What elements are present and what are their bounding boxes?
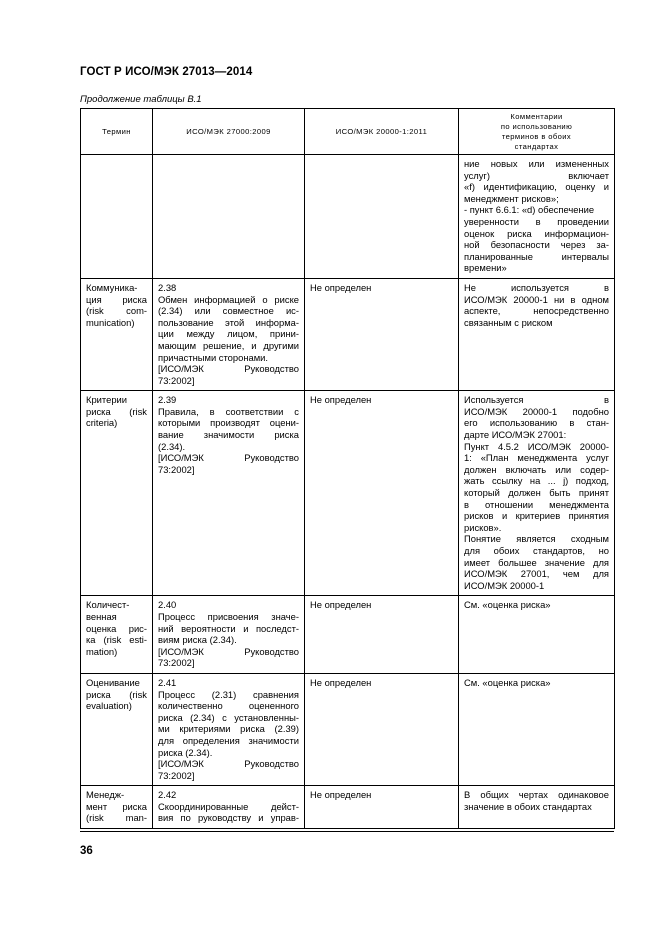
text-line: планированные интервалы bbox=[464, 250, 609, 262]
column-header-comments bbox=[459, 109, 615, 155]
column-header-term: Термин bbox=[81, 109, 153, 155]
text-line: Критерии bbox=[86, 394, 128, 406]
text-line: Пункт 4.5.2 ИСО/МЭК 20000- bbox=[464, 440, 609, 452]
text-line: ми критериями риска (2.39) bbox=[158, 723, 299, 735]
text-line: ние новых или измененных bbox=[464, 158, 609, 169]
cell-term bbox=[81, 673, 153, 785]
text-line: criteria) bbox=[86, 417, 118, 429]
cell-iso27000 bbox=[153, 278, 305, 390]
text-line: дарте ИСО/МЭК 27001: bbox=[464, 429, 567, 441]
text-line: Понятие является сходным bbox=[464, 533, 609, 545]
text-line: ИСО/МЭК 27001, чем для bbox=[464, 568, 609, 580]
cell-iso20000: Не определен bbox=[305, 278, 459, 390]
column-header-iso20000: ИСО/МЭК 20000-1:2011 bbox=[305, 109, 459, 155]
text-line: 73:2002] bbox=[158, 374, 195, 386]
cell-iso27000 bbox=[153, 673, 305, 785]
cell-comment bbox=[459, 155, 615, 279]
document-header: ГОСТ Р ИСО/МЭК 27013—2014 bbox=[80, 66, 253, 78]
text-line: Используется в bbox=[464, 394, 609, 406]
text-line: - пункт 6.6.1: «d) обеспечение bbox=[464, 204, 595, 216]
text-line: рисков и критериев принятия bbox=[464, 510, 609, 522]
cell-comment bbox=[459, 391, 615, 596]
cell-iso20000: Не определен bbox=[305, 391, 459, 596]
text-line: (2.34) или совместное ис- bbox=[158, 305, 299, 317]
text-line: Процесс (2.31) сравнения bbox=[158, 688, 299, 700]
text-line: Коммуника- bbox=[86, 281, 138, 293]
text-line: ной безопасности через за- bbox=[464, 239, 609, 251]
cell-iso27000 bbox=[153, 391, 305, 596]
table-row bbox=[81, 278, 615, 390]
text-line: 2.41 bbox=[158, 676, 177, 688]
text-line: услуг) включает bbox=[464, 169, 609, 181]
table-header-row bbox=[81, 109, 615, 155]
text-line: 2.39 bbox=[158, 394, 177, 406]
text-line: Правила, в соответствии с bbox=[158, 405, 299, 417]
text-line: 73:2002] bbox=[158, 657, 195, 669]
text-line: [ИСО/МЭК Руководство bbox=[158, 758, 299, 770]
text-line: 2.42 bbox=[158, 789, 177, 801]
text-line: (risk com- bbox=[86, 305, 147, 317]
text-line: ка (risk esti- bbox=[86, 634, 147, 646]
cell-iso27000 bbox=[153, 596, 305, 674]
text-line: вание значимости риска bbox=[158, 429, 299, 441]
text-line: вия по руководству и управ- bbox=[158, 812, 299, 824]
text-line: мающим решение, и другими bbox=[158, 339, 299, 351]
text-line: рисков». bbox=[464, 521, 502, 533]
text-line: венная bbox=[86, 610, 117, 622]
text-line: аспекте, непосредственно bbox=[464, 305, 609, 317]
text-line: [ИСО/МЭК Руководство bbox=[158, 452, 299, 464]
text-line: Менедж- bbox=[86, 789, 125, 801]
cell-term bbox=[81, 786, 153, 829]
table-row bbox=[81, 596, 615, 674]
text-line: Оценивание bbox=[86, 676, 140, 688]
text-line: evaluation) bbox=[86, 700, 132, 712]
table-caption: Продолжение таблицы В.1 bbox=[80, 94, 202, 105]
text-line: мент риска bbox=[86, 800, 147, 812]
column-header-comments-line: Комментарии bbox=[510, 111, 563, 121]
text-line: времени» bbox=[464, 262, 507, 274]
page-number: 36 bbox=[80, 845, 93, 857]
text-line: ний вероятности и последст- bbox=[158, 622, 299, 634]
column-header-comments-line: терминов в обоих bbox=[501, 131, 572, 141]
text-line: менеджмент рисков»; bbox=[464, 192, 559, 204]
cell-iso27000 bbox=[153, 786, 305, 829]
table-row bbox=[81, 155, 615, 279]
text-line: munication) bbox=[86, 316, 135, 328]
table-row bbox=[81, 786, 615, 829]
text-line: ции между лицом, прини- bbox=[158, 328, 299, 340]
text-line: (risk man- bbox=[86, 812, 147, 824]
text-line: ИСО/МЭК 20000-1 bbox=[464, 579, 545, 591]
text-line: пользование этой информа- bbox=[158, 316, 299, 328]
cell-term bbox=[81, 391, 153, 596]
text-line: причастными сторонами. bbox=[158, 351, 269, 363]
table-row bbox=[81, 391, 615, 596]
text-line: уверенности в проведении bbox=[464, 215, 609, 227]
text-line: ИСО/МЭК 20000-1 ни в одном bbox=[464, 293, 609, 305]
cell-comment bbox=[459, 786, 615, 829]
text-line: Процесс присвоения значе- bbox=[158, 610, 299, 622]
column-header-iso27000: ИСО/МЭК 27000:2009 bbox=[153, 109, 305, 155]
text-line: который должен быть принят bbox=[464, 487, 609, 499]
text-line: В общих чертах одинаковое bbox=[464, 789, 609, 801]
text-line: ция риска bbox=[86, 293, 147, 305]
text-line: виям риска (2.34). bbox=[158, 634, 237, 646]
text-line: количественно оцененного bbox=[158, 700, 299, 712]
cell-iso20000: Не определен bbox=[305, 673, 459, 785]
text-line: риска (risk bbox=[86, 405, 147, 417]
text-line: в отношении менеджмента bbox=[464, 498, 609, 510]
cell-iso27000 bbox=[153, 155, 305, 279]
text-line: оценок риска информацион- bbox=[464, 227, 609, 239]
text-line: ИСО/МЭК 20000-1 подобно bbox=[464, 405, 609, 417]
cell-iso20000: Не определен bbox=[305, 786, 459, 829]
text-line: 2.40 bbox=[158, 599, 177, 611]
column-header-comments-line: по использованию bbox=[500, 121, 573, 131]
text-line: [ИСО/МЭК Руководство bbox=[158, 363, 299, 375]
table-bottom-border bbox=[80, 831, 614, 832]
text-line: для определения значимости bbox=[158, 734, 299, 746]
text-line: Не используется в bbox=[464, 281, 609, 293]
text-line: которыми производят оцени- bbox=[158, 417, 299, 429]
text-line: оценка рис- bbox=[86, 622, 147, 634]
cell-term bbox=[81, 596, 153, 674]
column-header-comments-line: стандартах bbox=[514, 141, 559, 151]
text-line: риска (2.34). bbox=[158, 746, 213, 758]
text-line: 2.38 bbox=[158, 281, 177, 293]
text-line: риска (risk bbox=[86, 688, 147, 700]
text-line: для обоих стандартов, но bbox=[464, 545, 609, 556]
text-line: жать ссылку на ... j) подход, bbox=[464, 475, 609, 487]
text-line: (2.34). bbox=[158, 440, 186, 452]
text-line: имеет большее значение для bbox=[464, 556, 609, 568]
text-line: риска (2.34) с установленны- bbox=[158, 711, 299, 723]
text-line: Обмен информацией о риске bbox=[158, 293, 299, 305]
text-line: Скоординированные дейст- bbox=[158, 800, 299, 812]
text-line: 73:2002] bbox=[158, 463, 195, 475]
cell-iso20000: Не определен bbox=[305, 596, 459, 674]
text-line: значение в обоих стандартах bbox=[464, 800, 592, 812]
text-line: mation) bbox=[86, 645, 118, 657]
cell-comment: См. «оценка риска» bbox=[459, 673, 615, 785]
cell-iso20000 bbox=[305, 155, 459, 279]
text-line: «f) идентификацию, оценку и bbox=[464, 181, 609, 193]
terms-table bbox=[80, 108, 615, 829]
table-row bbox=[81, 673, 615, 785]
cell-comment: См. «оценка риска» bbox=[459, 596, 615, 674]
text-line: должен включать или содер- bbox=[464, 463, 609, 475]
text-line: 1: «План менеджмента услуг bbox=[464, 452, 609, 464]
text-line: [ИСО/МЭК Руководство bbox=[158, 645, 299, 657]
cell-term bbox=[81, 278, 153, 390]
page-bottom-area bbox=[0, 831, 661, 935]
text-line: связанным с риском bbox=[464, 316, 553, 328]
cell-comment bbox=[459, 278, 615, 390]
cell-term bbox=[81, 155, 153, 279]
text-line: Количест- bbox=[86, 599, 130, 611]
text-line: 73:2002] bbox=[158, 769, 195, 781]
text-line: его использованию в стан- bbox=[464, 417, 609, 429]
